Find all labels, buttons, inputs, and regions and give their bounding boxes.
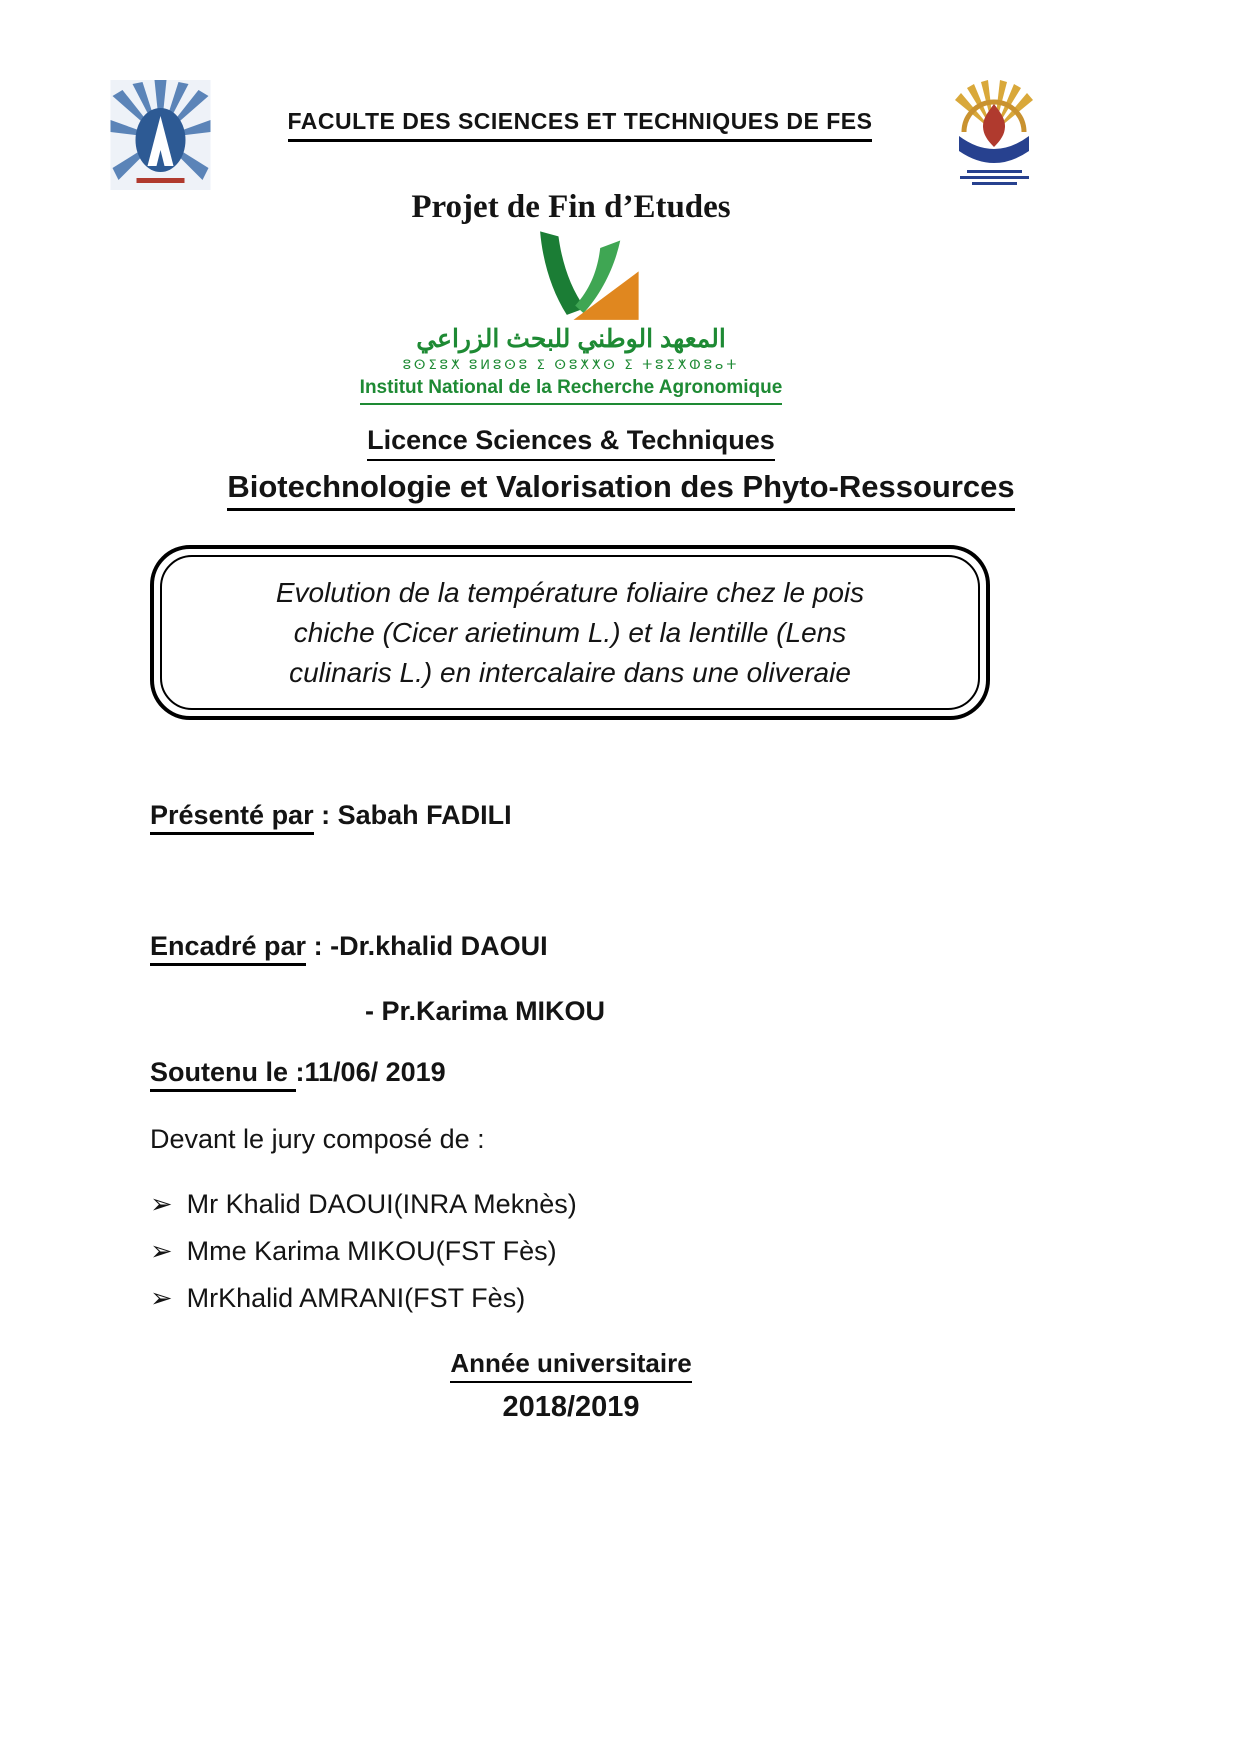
subject-line-3: culinaris L.) en intercalaire dans une oliveraie [289, 656, 851, 688]
supervised-by-label: Encadré par [150, 931, 306, 966]
presented-by-label: Présenté par [150, 800, 314, 835]
arrow-bullet-icon: ➢ [150, 1236, 173, 1268]
inra-institute-name: Institut National de la Recherche Agronomique [360, 377, 783, 405]
defense-date-label: Soutenu le [150, 1057, 296, 1092]
arrow-bullet-icon: ➢ [150, 1283, 173, 1315]
faculty-title: FACULTE DES SCIENCES ET TECHNIQUES DE FES [288, 108, 873, 142]
fst-logo-graphic [108, 80, 213, 190]
defense-date-value: :11/06/ 2019 [295, 1057, 446, 1088]
subject-line-1: Evolution de la température foliaire chez le pois [275, 577, 865, 608]
supervisor-1-name: -Dr.khalid DAOUI [330, 931, 548, 962]
supervised-by-separator: : [306, 931, 331, 962]
defense-date-line [150, 1057, 1242, 1088]
jury-member-row [150, 1236, 1242, 1267]
inra-logo [456, 228, 686, 324]
subject-line-2: chiche (Cicer arietinum L.) et la lentille (Lens [293, 616, 847, 648]
academic-year-value: 2018/2019 [502, 1391, 640, 1424]
supervisor-2-line [365, 996, 1242, 1027]
supervised-by-line [150, 931, 1242, 962]
licence-title: Licence Sciences & Techniques [367, 425, 775, 461]
speciality-title: Biotechnologie et Valorisation des Phyto-Ressources [227, 469, 1014, 511]
presented-by-separator: : [313, 800, 338, 831]
supervisor-2-name: - Pr.Karima MIKOU [365, 996, 606, 1027]
speciality-title-wrap [0, 469, 1242, 511]
fst-logo [108, 80, 213, 195]
inra-arabic-name: المعهد الوطني للبحث الزراعي [416, 325, 726, 353]
jury-member-row [150, 1189, 1242, 1220]
footer [0, 1348, 1142, 1424]
header [0, 0, 1242, 195]
arrow-bullet-icon: ➢ [150, 1189, 173, 1221]
jury-intro: Devant le jury composé de : [150, 1124, 485, 1155]
jury-member-name: Mme Karima MIKOU(FST Fès) [186, 1236, 557, 1267]
inra-block [0, 228, 1142, 405]
inra-tifinagh-name: ⵓⵙⵉⵓⵅ ⵓⵍⵓⵙⵓ ⵉ ⵙⵓⵅⵅⵙ ⵉ ⵜⵓⵉⵅⵀⵓⴰⵜ [402, 357, 740, 372]
jury-member-row [150, 1283, 1242, 1314]
student-name: Sabah FADILI [337, 800, 512, 831]
faculty-title-wrap [213, 80, 947, 142]
academic-year-label: Année universitaire [450, 1348, 691, 1383]
presented-by-line [150, 800, 1242, 831]
jury-member-name: MrKhalid AMRANI(FST Fès) [186, 1283, 526, 1314]
project-title: Projet de Fin d’Etudes [411, 189, 731, 225]
subject-text [160, 555, 980, 710]
licence-title-wrap [0, 425, 1142, 461]
jury-list [0, 1189, 1242, 1314]
subject-box [150, 545, 990, 720]
university-logo [947, 80, 1042, 195]
university-logo-graphic [947, 80, 1042, 190]
jury-member-name: Mr Khalid DAOUI(INRA Meknès) [186, 1189, 577, 1220]
